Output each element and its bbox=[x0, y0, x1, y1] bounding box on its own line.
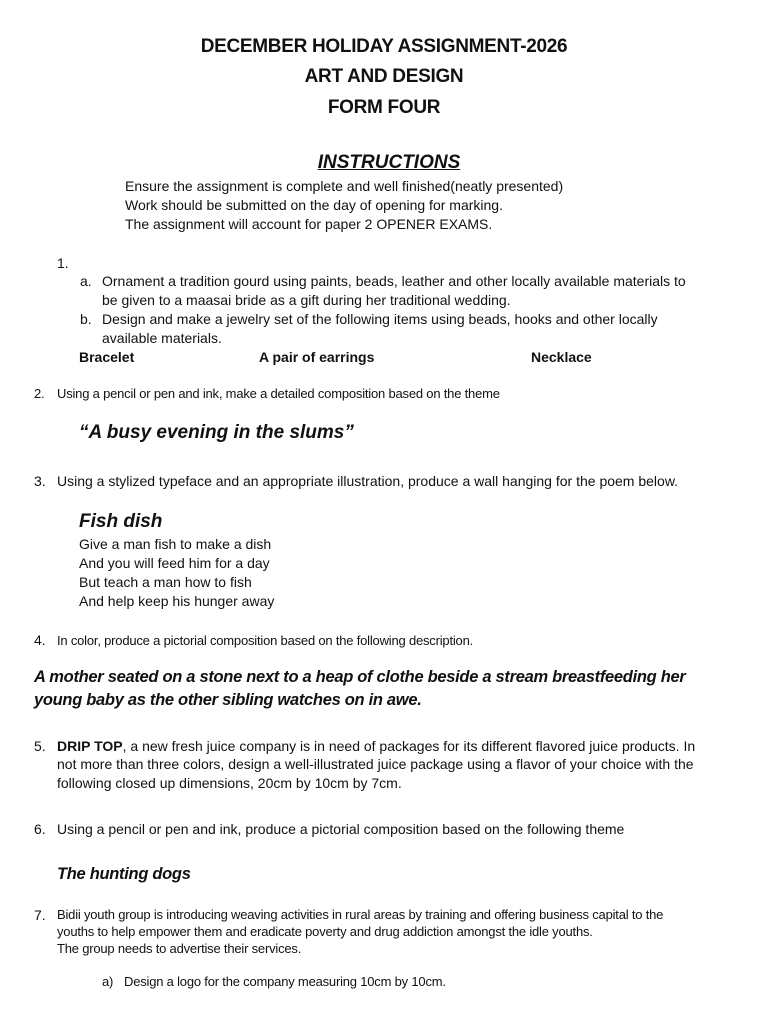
question-1a-text: Ornament a tradition gourd using paints, beads, leather and other locally available materials to bbox=[102, 273, 686, 289]
question-7-line-1: Bidii youth group is introducing weaving activities in rural areas by training and offering business capital to the bbox=[57, 907, 664, 922]
instructions-heading: INSTRUCTIONS bbox=[317, 152, 461, 173]
question-1b-marker: b. bbox=[80, 311, 92, 327]
question-5-line-3: following closed up dimensions, 20cm by 10cm by 7cm. bbox=[57, 775, 402, 791]
instruction-item: Ensure the assignment is complete and well finished(neatly presented) bbox=[125, 178, 564, 194]
poem-line: Give a man fish to make a dish bbox=[79, 536, 272, 552]
question-5-line-2: not more than three colors, design a well-illustrated juice package using a flavor of your choice with the bbox=[57, 756, 694, 772]
title-line-3: FORM FOUR bbox=[327, 97, 441, 118]
question-7a-text: Design a logo for the company measuring 10cm by 10cm. bbox=[124, 974, 446, 989]
poem-title: Fish dish bbox=[79, 511, 163, 532]
poem-line: And help keep his hunger away bbox=[79, 593, 275, 609]
question-4-description: young baby as the other sibling watches on in awe. bbox=[34, 691, 422, 709]
question-5-text: , a new fresh juice company is in need of packages for its different flavored juice products. In bbox=[122, 738, 696, 754]
title-line-1: DECEMBER HOLIDAY ASSIGNMENT-2026 bbox=[200, 36, 568, 57]
question-5-line-1 bbox=[57, 738, 695, 754]
question-1a-text: be given to a maasai bride as a gift during her traditional wedding. bbox=[102, 292, 511, 308]
jewelry-item-bracelet: Bracelet bbox=[79, 349, 135, 365]
jewelry-item-earrings: A pair of earrings bbox=[259, 349, 375, 365]
instruction-item: The assignment will account for paper 2 OPENER EXAMS. bbox=[125, 216, 493, 232]
question-5-number: 5. bbox=[34, 738, 46, 754]
question-1b-text: Design and make a jewelry set of the following items using beads, hooks and other locally bbox=[102, 311, 658, 327]
poem-line: And you will feed him for a day bbox=[79, 555, 270, 571]
question-7-line-3: The group needs to advertise their services. bbox=[57, 941, 302, 956]
question-7-line-2: youths to help empower them and eradicate poverty and drug addiction amongst the idle youths. bbox=[57, 924, 593, 939]
question-6-number: 6. bbox=[34, 821, 46, 837]
question-2-text: Using a pencil or pen and ink, make a detailed composition based on the theme bbox=[57, 386, 500, 401]
question-2-number: 2. bbox=[34, 386, 45, 401]
question-2-theme: “A busy evening in the slums” bbox=[79, 422, 354, 443]
question-7a-marker: a) bbox=[102, 974, 114, 989]
jewelry-item-necklace: Necklace bbox=[531, 349, 592, 365]
instruction-item: Work should be submitted on the day of opening for marking. bbox=[125, 197, 503, 213]
question-7-number: 7. bbox=[34, 907, 46, 923]
question-1b-text: available materials. bbox=[102, 330, 222, 346]
question-1a-marker: a. bbox=[80, 273, 92, 289]
question-6-text: Using a pencil or pen and ink, produce a pictorial composition based on the following theme bbox=[57, 821, 625, 837]
question-3-text: Using a stylized typeface and an appropriate illustration, produce a wall hanging for the poem below. bbox=[57, 473, 679, 489]
title-line-2: ART AND DESIGN bbox=[304, 66, 464, 87]
question-4-description: A mother seated on a stone next to a heap of clothe beside a stream breastfeeding her bbox=[34, 668, 686, 686]
question-3-number: 3. bbox=[34, 473, 46, 489]
question-1-number: 1. bbox=[57, 255, 69, 271]
question-6-theme: The hunting dogs bbox=[57, 865, 191, 883]
question-4-text: In color, produce a pictorial composition based on the following description. bbox=[57, 633, 474, 648]
poem-line: But teach a man how to fish bbox=[79, 574, 252, 590]
question-4-number: 4. bbox=[34, 632, 46, 648]
brand-name: DRIP TOP bbox=[57, 738, 123, 754]
